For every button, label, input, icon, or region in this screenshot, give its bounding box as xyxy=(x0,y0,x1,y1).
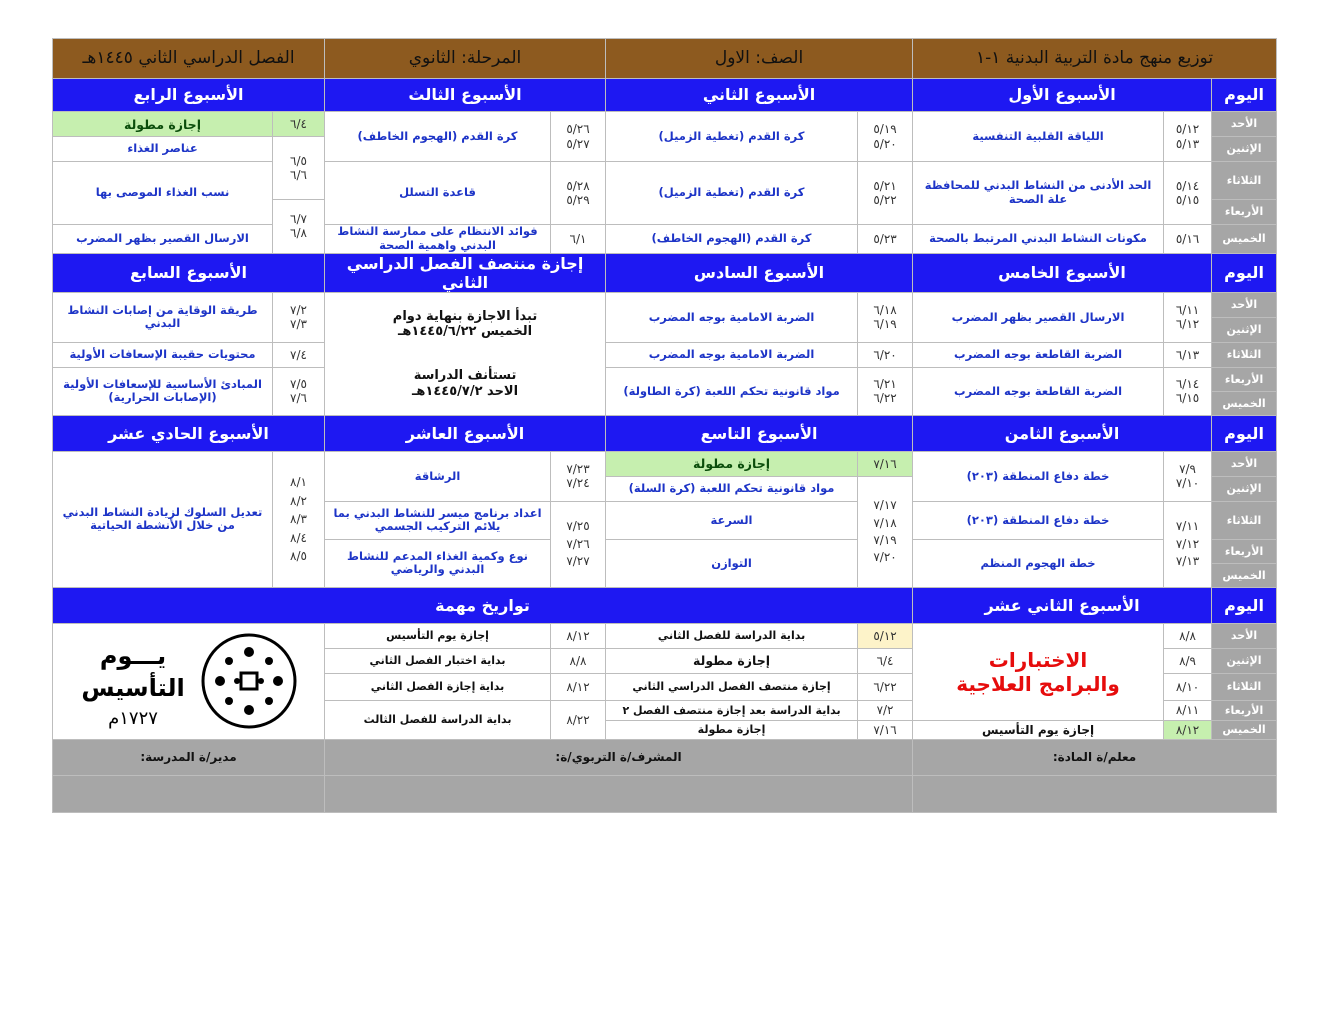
midterm-break-header: إجازة منتصف الفصل الدراسي الثاني xyxy=(325,253,606,292)
day-label: الخميس xyxy=(1212,563,1277,587)
week-dates: ٥/١٦ xyxy=(1164,225,1212,254)
important-event: بداية الدراسة للفصل الثاني xyxy=(606,623,858,648)
lesson-cell: اعداد برنامج ميسر للنشاط البدني بما يلائم التركيب الجسمي xyxy=(325,501,551,539)
week-dates: ٥/١٤ ٥/١٥ xyxy=(1164,162,1212,225)
lesson-cell: مكونات النشاط البدني المرتبط بالصحة xyxy=(913,225,1164,254)
week-dates: ٦/٥ ٦/٦ xyxy=(273,137,325,200)
day-label: الإثنين xyxy=(1212,648,1277,673)
lesson-cell: الحد الأدنى من النشاط البدني للمحافظة علة الصحة xyxy=(913,162,1164,225)
lesson-cell: تعديل السلوك لزيادة النشاط البدني من خلال الأنشطة الحياتية xyxy=(53,451,273,587)
important-event: إجازة مطولة xyxy=(606,720,858,739)
day-label: الأربعاء xyxy=(1212,539,1277,563)
holiday-cell: إجازة مطولة xyxy=(606,451,858,476)
foundation-day-logo-cell xyxy=(53,623,325,739)
week-dates: ٨/٩ xyxy=(1164,648,1212,673)
curriculum-table xyxy=(52,38,1277,813)
week-header: الأسبوع الرابع xyxy=(53,79,325,112)
week-dates: ٦/١ xyxy=(551,225,606,254)
important-event: بداية الدراسة بعد إجازة منتصف الفصل ٢ xyxy=(606,700,858,720)
day-label: الثلاثاء xyxy=(1212,342,1277,367)
lesson-cell: الارسال القصير بظهر المضرب xyxy=(913,292,1164,342)
important-date: ٨/٨ xyxy=(551,648,606,673)
important-event: بداية إجازة الفصل الثاني xyxy=(325,673,551,700)
important-event: إجازة مطولة xyxy=(606,648,858,673)
week-header: الأسبوع الخامس xyxy=(913,253,1212,292)
foundation-day-logo xyxy=(73,628,305,734)
week-dates: ٦/١٨ ٦/١٩ xyxy=(858,292,913,342)
week-header: الأسبوع السادس xyxy=(606,253,913,292)
important-date: ٨/١٢ xyxy=(551,673,606,700)
important-dates-header: تواريخ مهمة xyxy=(53,587,913,623)
signature-row xyxy=(53,739,1277,775)
week-dates: ٧/٤ xyxy=(273,342,325,367)
title-bar xyxy=(53,39,1277,79)
day-label: الخميس xyxy=(1212,225,1277,254)
lesson-cell: فوائد الانتظام على ممارسة النشاط البدني واهمية الصحة xyxy=(325,225,551,254)
day-label: الإثنين xyxy=(1212,137,1277,162)
day-label: الأحد xyxy=(1212,112,1277,137)
week-dates: ٦/١٣ xyxy=(1164,342,1212,367)
important-event: بداية الدراسة للفصل الثالث xyxy=(325,700,551,739)
lesson-cell: قاعدة التسلل xyxy=(325,162,551,225)
lesson-cell: كرة القدم (تغطية الزميل) xyxy=(606,162,858,225)
lesson-cell: المبادئ الأساسية للإسعافات الأولية (الإصابات الحرارية) xyxy=(53,367,273,415)
day-label: الأربعاء xyxy=(1212,700,1277,720)
logo-word-foundation: التأسيس xyxy=(80,674,185,703)
day-label: الإثنين xyxy=(1212,476,1277,501)
week-dates: ٦/٧ ٦/٨ xyxy=(273,200,325,254)
lesson-cell: كرة القدم (الهجوم الخاطف) xyxy=(325,112,551,162)
week-dates: ٧/٢٥ ٧/٢٦ ٧/٢٧ xyxy=(551,501,606,587)
day-label: الثلاثاء xyxy=(1212,162,1277,200)
week-dates: ٦/١١ ٦/١٢ xyxy=(1164,292,1212,342)
teacher-signature-space xyxy=(913,775,1277,812)
week-header: الأسبوع الثامن xyxy=(913,415,1212,451)
holiday-cell: إجازة مطولة xyxy=(53,112,273,137)
lesson-cell: الارسال القصير بظهر المضرب xyxy=(53,225,273,254)
week-header-row xyxy=(53,415,1277,451)
lesson-cell: نوع وكمية الغذاء المدعم للنشاط البدني والرياضي xyxy=(325,539,551,587)
day-label: الأحد xyxy=(1212,451,1277,476)
week-dates: ٨/١١ xyxy=(1164,700,1212,720)
lesson-cell: الضربة الامامية بوجه المضرب xyxy=(606,342,858,367)
lesson-cell: الرشاقة xyxy=(325,451,551,501)
logo-year: ١٧٢٧م xyxy=(107,708,158,730)
holiday-date: ٦/٤ xyxy=(273,112,325,137)
day-label: الثلاثاء xyxy=(1212,673,1277,700)
week-dates: ٧/٢٣ ٧/٢٤ xyxy=(551,451,606,501)
day-label: الإثنين xyxy=(1212,317,1277,342)
lesson-cell: الضربة القاطعة بوجه المضرب xyxy=(913,342,1164,367)
break-start-text: تبدأ الاجازة بنهاية دوام الخميس ١٤٤٥/٦/٢٢هـ xyxy=(392,308,538,340)
week-dates: ٧/٥ ٧/٦ xyxy=(273,367,325,415)
week-header: الأسبوع الثاني عشر xyxy=(913,587,1212,623)
week-dates: ٦/٢١ ٦/٢٢ xyxy=(858,367,913,415)
week-header: الأسبوع الأول xyxy=(913,79,1212,112)
week-dates: ٧/١٧ ٧/١٨ ٧/١٩ ٧/٢٠ xyxy=(858,476,913,587)
lesson-cell: الضربة الامامية بوجه المضرب xyxy=(606,292,858,342)
grade-label: الصف: الاول xyxy=(606,39,913,79)
week-dates: ٥/٢٨ ٥/٢٩ xyxy=(551,162,606,225)
days-header: اليوم xyxy=(1212,587,1277,623)
important-date: ٦/٢٢ xyxy=(858,673,913,700)
important-date: ٦/٤ xyxy=(858,648,913,673)
week-dates: ٨/١ ٨/٢ ٨/٣ ٨/٤ ٨/٥ xyxy=(273,451,325,587)
supervisor-signature-space xyxy=(325,775,913,812)
days-header: اليوم xyxy=(1212,415,1277,451)
exams-note: الاختبارات والبرامج العلاجية xyxy=(913,623,1164,720)
lesson-cell: عناصر الغذاء xyxy=(53,137,273,162)
day-label: الأحد xyxy=(1212,292,1277,317)
week-header: الأسبوع الثاني xyxy=(606,79,913,112)
week-dates: ٥/٢٦ ٥/٢٧ xyxy=(551,112,606,162)
day-label: الأحد xyxy=(1212,623,1277,648)
day-label: الخميس xyxy=(1212,391,1277,415)
day-label: الثلاثاء xyxy=(1212,501,1277,539)
supervisor-signature: المشرف/ة التربوي/ة: xyxy=(325,739,913,775)
important-event: إجازة منتصف الفصل الدراسي الثاني xyxy=(606,673,858,700)
stage-label: المرحلة: الثانوي xyxy=(325,39,606,79)
important-date: ٨/١٢ xyxy=(551,623,606,648)
week-header: الأسبوع الثالث xyxy=(325,79,606,112)
important-date: ٨/٢٢ xyxy=(551,700,606,739)
important-date: ٧/٢ xyxy=(858,700,913,720)
days-header: اليوم xyxy=(1212,79,1277,112)
days-header: اليوم xyxy=(1212,253,1277,292)
week-header: الأسبوع التاسع xyxy=(606,415,913,451)
lesson-cell: خطة دفاع المنطقة (٢٠٣) xyxy=(913,501,1164,539)
holiday-date: ٨/١٢ xyxy=(1164,720,1212,739)
week-dates: ٨/١٠ xyxy=(1164,673,1212,700)
holiday-date: ٧/١٦ xyxy=(858,451,913,476)
signature-blank-row xyxy=(53,775,1277,812)
lesson-cell: خطة الهجوم المنظم xyxy=(913,539,1164,587)
week-header: الأسبوع السابع xyxy=(53,253,325,292)
week-dates: ٧/٩ ٧/١٠ xyxy=(1164,451,1212,501)
week-dates: ٥/٢١ ٥/٢٢ xyxy=(858,162,913,225)
week-dates: ٥/١٢ ٥/١٣ xyxy=(1164,112,1212,162)
lesson-cell: نسب الغذاء الموصى بها xyxy=(53,162,273,225)
midterm-break-note xyxy=(325,292,606,415)
teacher-signature: معلم/ة المادة: xyxy=(913,739,1277,775)
week-dates: ٦/١٤ ٦/١٥ xyxy=(1164,367,1212,415)
lesson-cell: مواد قانونية تحكم اللعبة (كرة الطاولة) xyxy=(606,367,858,415)
lesson-cell: طريقة الوقاية من إصابات النشاط البدني xyxy=(53,292,273,342)
lesson-cell: كرة القدم (الهجوم الخاطف) xyxy=(606,225,858,254)
lesson-cell: خطة دفاع المنطقة (٢٠٣) xyxy=(913,451,1164,501)
lesson-cell: محتويات حقيبة الإسعافات الأولية xyxy=(53,342,273,367)
day-label: الأربعاء xyxy=(1212,200,1277,225)
week-header-row xyxy=(53,79,1277,112)
week-dates: ٧/٢ ٧/٣ xyxy=(273,292,325,342)
lesson-cell: كرة القدم (تغطية الزميل) xyxy=(606,112,858,162)
lesson-cell: اللياقة القلبية التنفسية xyxy=(913,112,1164,162)
lesson-cell: الضربة القاطعة بوجه المضرب xyxy=(913,367,1164,415)
curriculum-title: توزيع منهج مادة التربية البدنية ١-١ xyxy=(913,39,1277,79)
week-header: الأسبوع الحادي عشر xyxy=(53,415,325,451)
week-header-row xyxy=(53,253,1277,292)
logo-word-day: يـــوم xyxy=(99,642,166,671)
lesson-cell: مواد قانونية تحكم اللعبة (كرة السلة) xyxy=(606,476,858,501)
principal-signature-space xyxy=(53,775,325,812)
week-dates: ٥/١٩ ٥/٢٠ xyxy=(858,112,913,162)
week-dates: ٦/٢٠ xyxy=(858,342,913,367)
important-event: بداية اختبار الفصل الثاني xyxy=(325,648,551,673)
week-dates: ٧/١١ ٧/١٢ ٧/١٣ xyxy=(1164,501,1212,587)
important-event: إجازة يوم التأسيس xyxy=(325,623,551,648)
week-dates: ٨/٨ xyxy=(1164,623,1212,648)
important-date: ٥/١٢ xyxy=(858,623,913,648)
day-label: الأربعاء xyxy=(1212,367,1277,391)
day-label: الخميس xyxy=(1212,720,1277,739)
semester-label: الفصل الدراسي الثاني ١٤٤٥هـ xyxy=(53,39,325,79)
lesson-cell: التوازن xyxy=(606,539,858,587)
principal-signature: مدير/ة المدرسة: xyxy=(53,739,325,775)
resume-text: تستأنف الدراسة الاحد ١٤٤٥/٧/٢هـ xyxy=(411,367,519,399)
week-header: الأسبوع العاشر xyxy=(325,415,606,451)
foundation-day-cell: إجازة يوم التأسيس xyxy=(913,720,1164,739)
week-dates: ٥/٢٣ xyxy=(858,225,913,254)
lesson-cell: السرعة xyxy=(606,501,858,539)
week-header-row xyxy=(53,587,1277,623)
important-date: ٧/١٦ xyxy=(858,720,913,739)
